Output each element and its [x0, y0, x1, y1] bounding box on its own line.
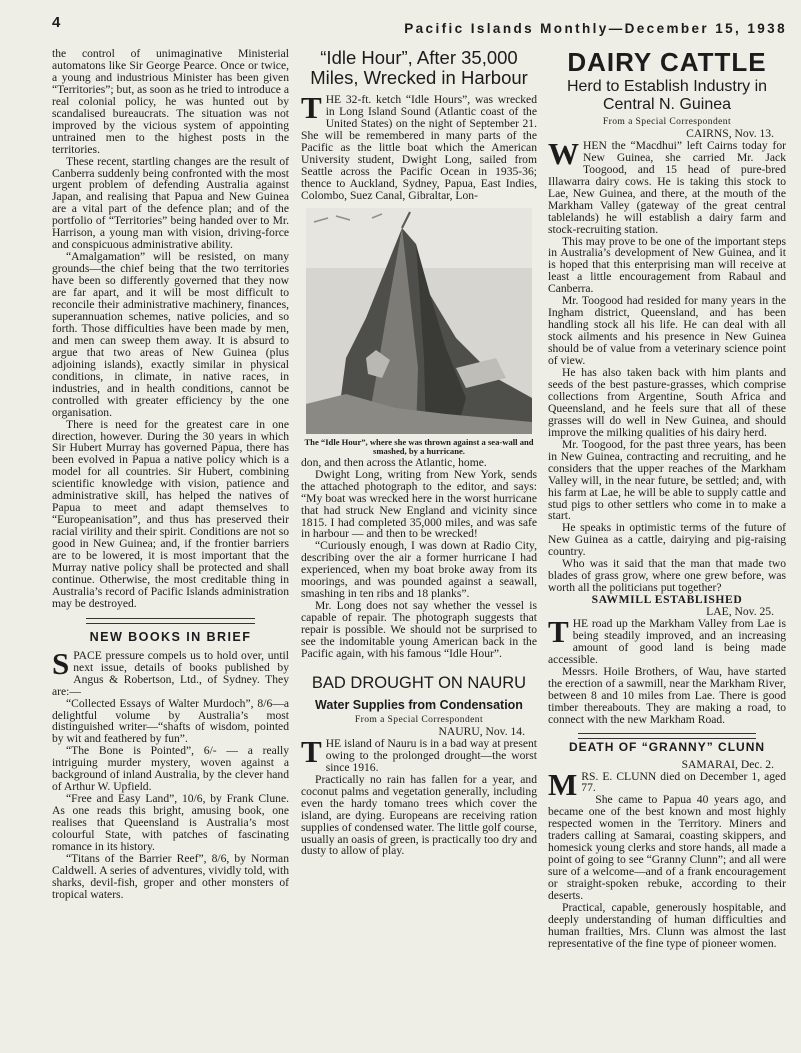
book-entry: “Collected Essays of Walter Murdoch”, 8/6—a delightful volume by Australia’s most distinguished writer—“shafts of wisdom, pointed by wit and feathered by fun”. — [52, 696, 289, 746]
book-entry: “Titans of the Barrier Reef”, 8/6, by Norman Caldwell. A series of adventures, vividly told, with sharks, devil-fish, groper and other monsters of tropical waters. — [52, 851, 289, 901]
article-paragraph: He speaks in optimistic terms of the future of New Guinea as a cattle, dairying and pig-raising country. — [548, 521, 786, 559]
article-paragraph: There is need for the greatest care in one direction, however. During the 30 years in which Sir Hubert Murray has governed Papua, there has been evolved in Papua a native policy which is a model for all countries. Sir Hubert, combining scientific knowledge with vision, patience and administrative skill, has helped the natives of Papua to meet and adapt themselves to “Europeanisation”, and thus has preserved their racial virility and their spirit. Conditions are not so good in New Guinea; and, if the frontier barriers are to be lowered, it is most important that the Murray native policy shall be protected and shall continue. Otherwise, the most creditable thing in Australia’s record of Pacific Islands administration may be destroyed. — [52, 417, 289, 610]
article-paragraph: Mr. Toogood had resided for many years in the Ingham district, Queensland, and has been handling stock all his life. He can deal with all stock ailments and his presence in New Guinea should be of value from a veterinary science point of view. — [548, 294, 786, 368]
article-paragraph: don, and then across the Atlantic, home. — [301, 455, 487, 469]
article-paragraph: Who was it said that the man that made two blades of grass grow, where one grew before, was worth all the politicians put together? — [548, 557, 786, 595]
sawmill-heading: SAWMILL ESTABLISHED — [591, 593, 743, 607]
sawmill-lead — [548, 614, 786, 666]
dairy-dateline: CAIRNS, Nov. 13. — [686, 126, 774, 140]
photo-caption: The “Idle Hour”, where she was thrown against a sea-wall and smashed, by a hurricane. — [304, 436, 534, 457]
nauru-byline: From a Special Correspondent — [354, 713, 484, 725]
dairy-byline: From a Special Correspondent — [602, 116, 732, 127]
idle-hour-lead — [301, 90, 537, 202]
article-paragraph: Messrs. Hoile Brothers, of Wau, have started the erection of a sawmill, near the Markham River, between 8 and 10 miles from Lae. There is good timber thereabouts. They are making a road, to connect with the new Markham Road. — [548, 664, 786, 726]
nauru-lead — [301, 733, 537, 774]
article-paragraph: the control of unimaginative Ministerial automatons like Sir George Pearce. Once or twice, a young and industrious Minister has been given “Territories”; but, as soon as he tried to introduce a real colonial policy, he was hunted out by scandalised bureaucrats. The situation was not improved by the vicious system of appointing untrained men to the highest posts in the territories. — [52, 47, 289, 156]
clunn-heading: DEATH OF “GRANNY” CLUNN — [568, 739, 766, 754]
article-paragraph: Practically no rain has fallen for a year, and coconut palms and vegetation generally, including even the hardy tomano trees which cover the island, are dying. Europeans are receiving ration supplies of condensed water. The little golf course, usually an oasis of green, is practically too dry and dusty to allow of play. — [301, 772, 537, 858]
clunn-lead-text: RS. E. CLUNN died on December 1, aged 77. — [581, 769, 786, 795]
article-paragraph: “Curiously enough, I was down at Radio City, describing over the air a former hurricane I had experienced, when my boat broke away from its moorings, and was pounded against a seawall, smashing in ten ribs and 18 planks”. — [301, 539, 537, 601]
column-right — [548, 48, 786, 950]
article-paragraph: This may prove to be one of the important steps in Australia’s development of New Guinea, and it is hoped that this enterprising man will receive at least a little encouragement from Rabaul and Canberra. — [548, 234, 786, 296]
column-left — [52, 48, 289, 901]
clunn-dateline: SAMARAI, Dec. 2. — [681, 757, 774, 771]
idle-hour-headline: “Idle Hour”, After 35,000 Miles, Wrecked in Harbour — [310, 47, 528, 88]
book-entry: “The Bone is Pointed”, 6/- — a really intriguing murder mystery, woven against a background of inland Australia, by the clever hand of Arthur W. Upfield. — [52, 744, 289, 794]
idle-hour-lead-text: HE 32-ft. ketch “Idle Hours”, was wrecked in Long Island Sound (Atlantic coast of the United States) on the night of September 21. She will be remembered in many parts of the Pacific as the little boat which the American University student, Dwight Long, sailed from Seattle across the Pacific Ocean in 1935-36; thence to Auckland, Sydney, Papua, East Indies, Colombo, Suez Canal, Gibraltar, Lon- — [301, 93, 537, 202]
running-title: Pacific Islands Monthly—December 15, 1938 — [404, 21, 787, 36]
article-paragraph: He has also taken back with him plants and seeds of the best pasture-grasses, which comprise collections from Argentine, South Africa and Queensland, and he feels sure that all of these grasses will do well in New Guinea, and should improve the milking qualities of his dairy herd. — [548, 366, 786, 439]
drop-cap: T — [548, 614, 569, 650]
nauru-headline: BAD DROUGHT ON NAURU — [311, 673, 527, 692]
dairy-lead-text: HEN the “Macdhui” left Cairns today for New Guinea, she carried Mr. Jack Toogood, and 15 head of pure-bred Illawarra dairy cows. He is taking this stock to Lae, New Guinea, and there, at the mouth of the Markham Valley (gateway of the great central tablelands) he will establish a dairy farm and stock-recruiting station. — [548, 138, 786, 236]
nauru-lead-text: HE island of Nauru is in a bad way at present owing to the prolonged drought—the worst since 1916. — [325, 736, 537, 774]
drop-cap: T — [301, 90, 322, 125]
drop-cap: M — [548, 766, 578, 802]
divider — [578, 733, 756, 739]
article-paragraph: Dwight Long, writing from New York, sends the attached photograph to the editor, and says: “My boat was wrecked here in the worst hurricane that had struck New England and vicinity since 1815. I had completed 35,000 miles, and was safe in harbour — and then to be wrecked! — [301, 467, 537, 541]
article-paragraph: Mr. Long does not say whether the vessel is capable of repair. The photograph suggests that repair is possible. We should not be surprised to see the indomitable young American back in the Pacific again, with his famous “Idle Hour”. — [301, 599, 537, 661]
drop-cap: W — [548, 135, 579, 171]
shipwreck-photo — [306, 208, 532, 434]
books-heading: NEW BOOKS IN BRIEF — [89, 629, 252, 644]
article-paragraph: She came to Papua 40 years ago, and became one of the best known and most highly respected women in the Territory. Miners and traders calling at Samarai, coasting skippers, and homesick young clerks and store hands, all made a point of going to see “Granny Clunn”; and all were sure of a welcome—and of a frank encouragement or straight-spoken rebuke, according to their deserts. — [548, 793, 786, 903]
sawmill-lead-text: HE road up the Markham Valley from Lae is being steadily improved, and an increasing amount of good land is being made accessible. — [548, 617, 786, 666]
dairy-lead — [548, 135, 786, 236]
article-paragraph: These recent, startling changes are the result of Canberra suddenly being confronted with the most urgent problem of defending Australia against Japan, and realising that Papua and New Guinea are a vital part of the defence plan; and of the portfolio of “Territories” being handed over to Mr. Harrison, a young man with vision, driving-force and conspicuous administrative ability. — [52, 154, 289, 252]
books-intro — [52, 645, 289, 698]
sawmill-dateline: LAE, Nov. 25. — [706, 605, 774, 619]
page-header — [0, 0, 801, 40]
nauru-subhead: Water Supplies from Condensation — [315, 697, 523, 712]
dairy-headline: DAIRY CATTLE — [567, 47, 767, 77]
dairy-subhead: Herd to Establish Industry in Central N. Guinea — [566, 78, 768, 113]
divider — [86, 618, 255, 624]
clunn-lead — [548, 766, 786, 802]
column-middle — [301, 48, 537, 857]
drop-cap: S — [52, 645, 70, 681]
article-paragraph: “Amalgamation” will be resisted, on many grounds—the chief being that the two territories have been so differently governed that they now are far apart, and it will be most difficult to reconcile their administrative machinery, finances, superannuation schemes, native policies, and so forth. Those difficulties have been made by men, and men can sweep them away. It is absurd to argue that two areas of New Guinea (plus adjoining islands), exactly similar in physical conditions, in climate, in native races, in industries, and in health conditions, cannot be controlled with greater efficiency by the one organisation. — [52, 250, 289, 419]
page-number: 4 — [52, 14, 61, 31]
drop-cap: T — [301, 733, 322, 769]
nauru-dateline: NAURU, Nov. 14. — [438, 724, 525, 738]
article-paragraph: Practical, capable, generously hospitable, and deeply understanding of human difficulties and human frailties, Mrs. Clunn was almost the last representative of the fine type of pioneer women. — [548, 901, 786, 950]
book-entry: “Free and Easy Land”, 10/6, by Frank Clune. As one reads this bright, amusing book, one realises that Queensland is Australia’s most colourful State, with patches of fascinating romance in its history. — [52, 792, 289, 853]
books-intro-text: PACE pressure compels us to hold over, until next issue, details of books published by Angus & Robertson, Ltd., of Sydney. They are:— — [52, 648, 289, 698]
article-paragraph: Mr. Toogood, for the past three years, has been in New Guinea, contracting and recruiting, and he considers that the upper reaches of the Markham Valley will, in the near future, be settled; and, with his farm at Lae, he will be able to supply cattle and stud pigs to other settlers who come in to make a start. — [548, 437, 786, 523]
